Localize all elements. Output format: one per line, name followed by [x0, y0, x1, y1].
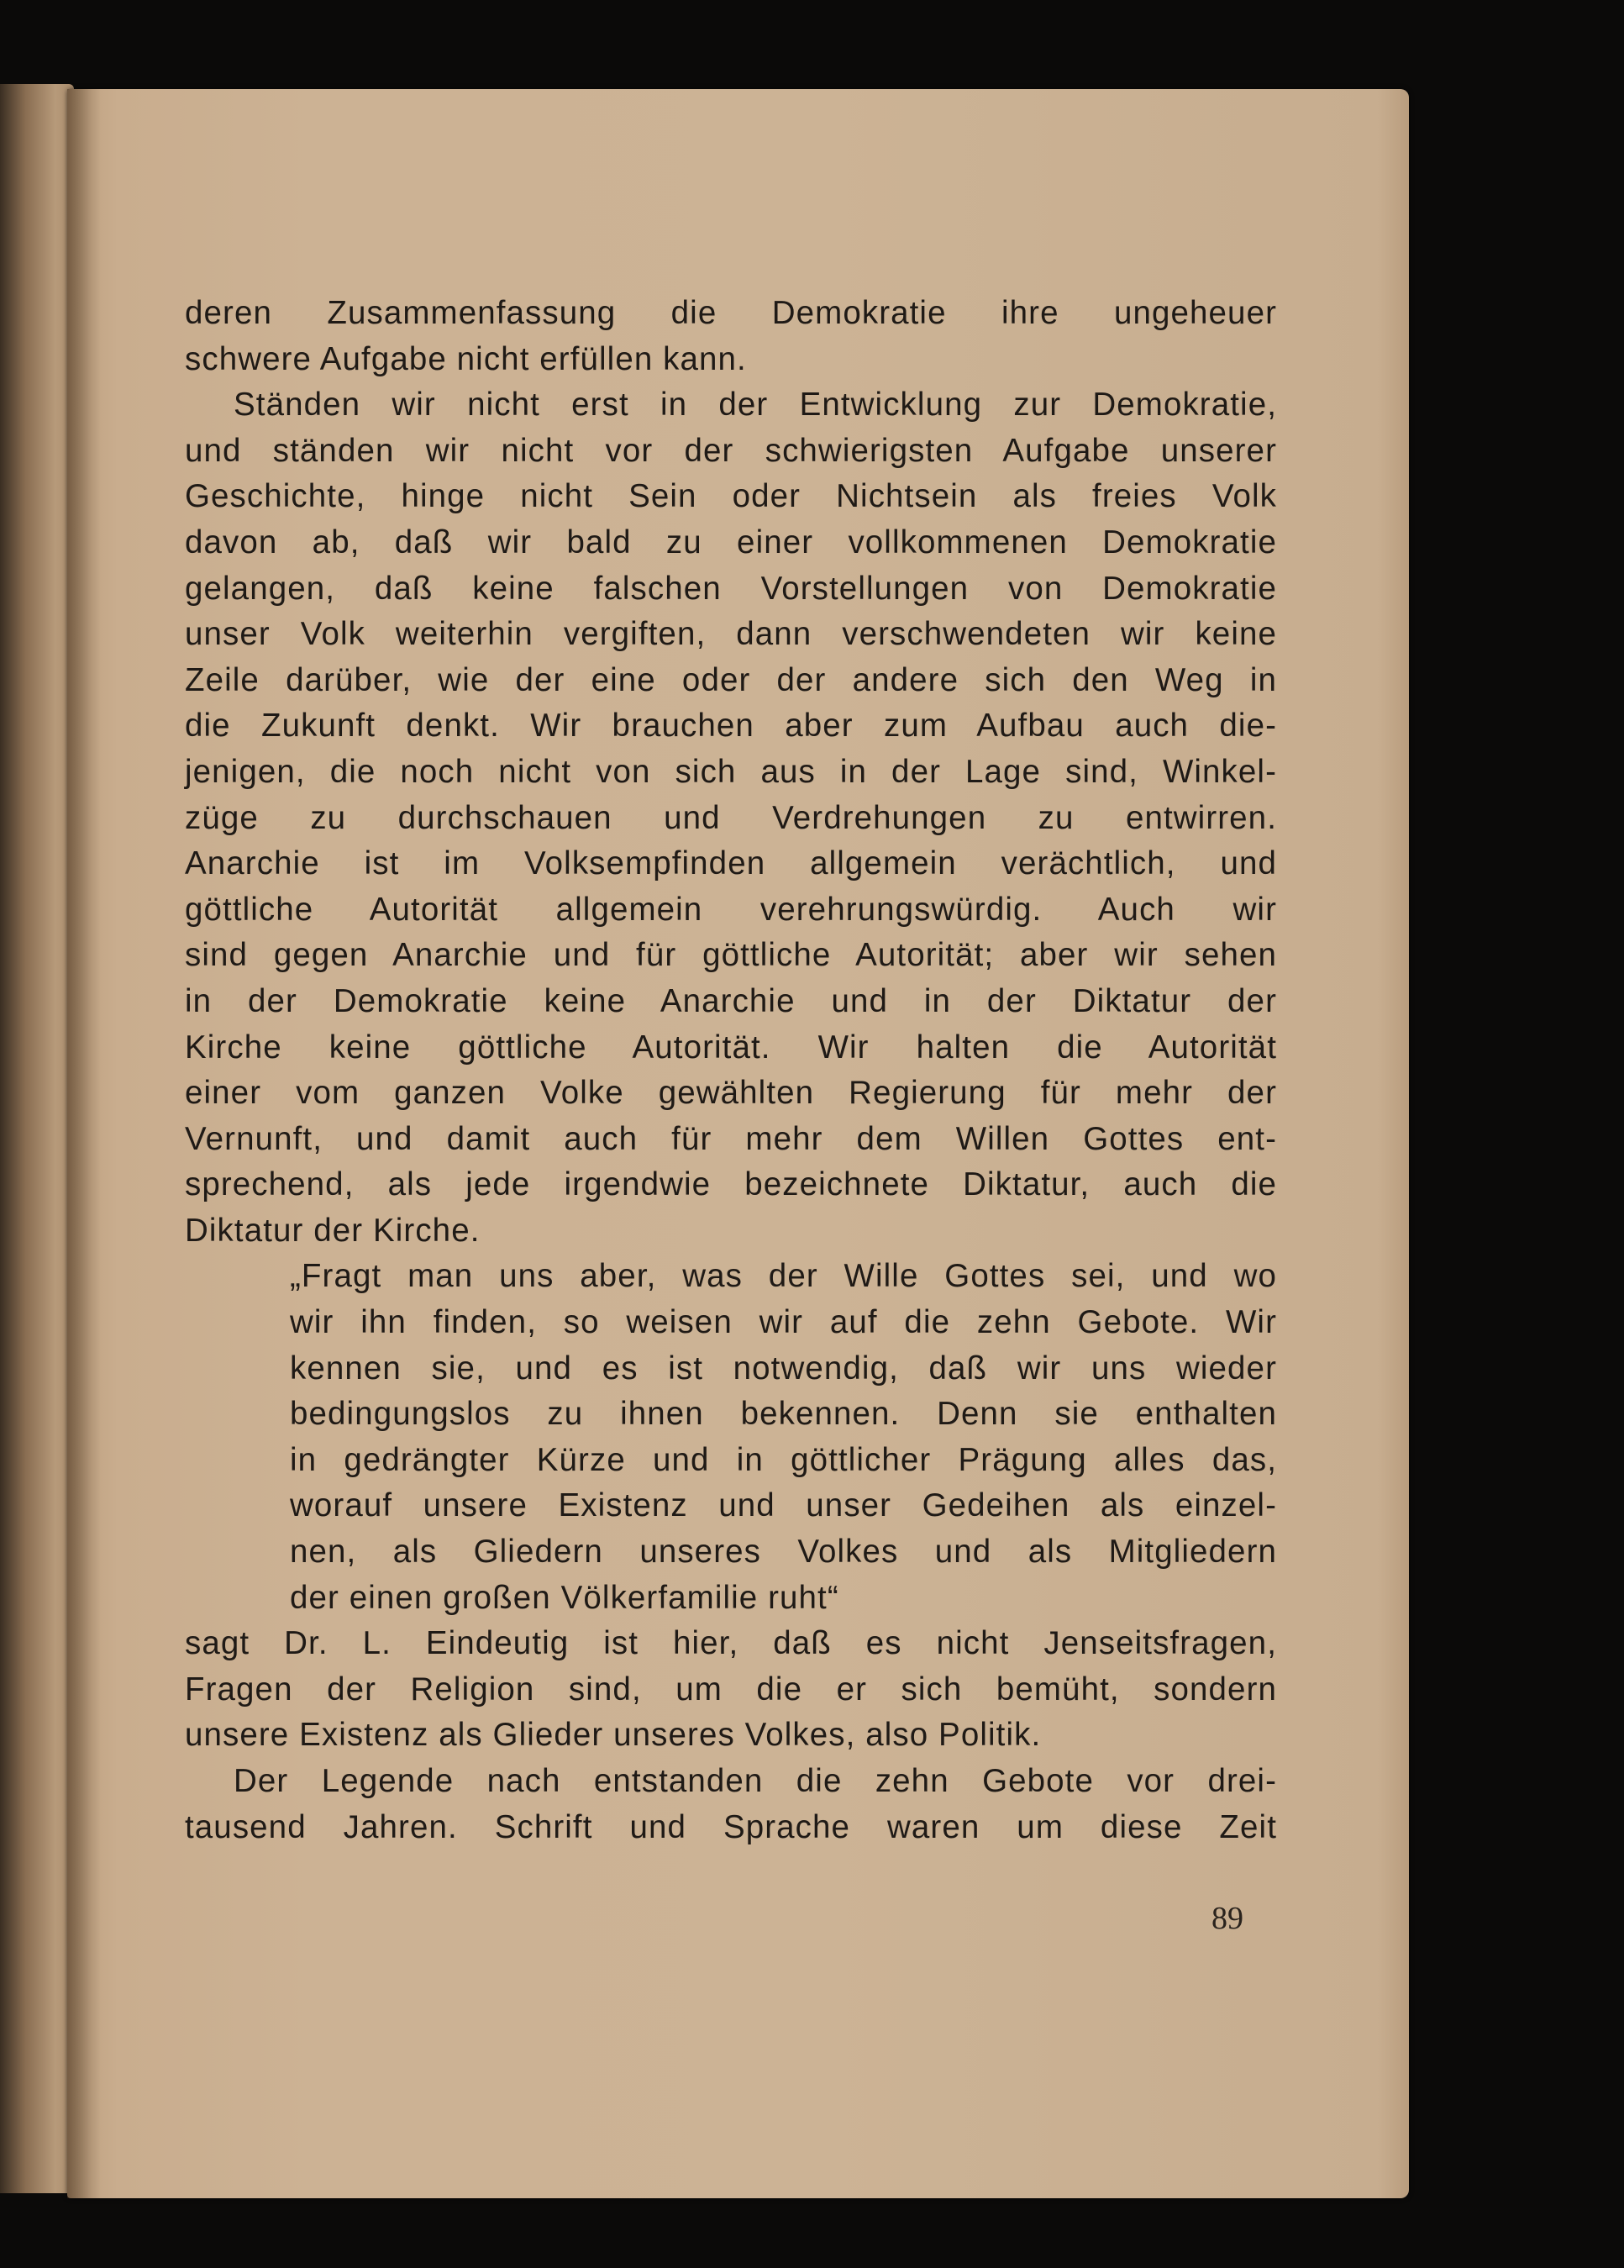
text-line: schwere Aufgabe nicht erfüllen kann.: [185, 340, 747, 377]
quote-line: bedingungslos zu ihnen bekennen. Denn sie enthalten: [290, 1396, 1277, 1433]
quote-line: „Fragt man uns aber, was der Wille Gottes sei, und wo: [290, 1258, 1277, 1295]
paragraph-3: [185, 1621, 1277, 1759]
text-line: göttliche Autorität allgemein verehrungswürdig. Auch wir: [185, 891, 1277, 928]
quote-line: in gedrängter Kürze und in göttlicher Prägung alles das,: [290, 1441, 1277, 1478]
text-line: jenigen, die noch nicht von sich aus in der Lage sind, Winkel-: [185, 753, 1277, 790]
paragraph-4: [185, 1759, 1277, 1850]
block-quote: [290, 1254, 1277, 1621]
text-line: züge zu durchschauen und Verdrehungen zu entwirren.: [185, 799, 1277, 836]
text-line: Vernunft, und damit auch für mehr dem Willen Gottes ent-: [185, 1120, 1277, 1157]
text-line: Anarchie ist im Volksempfinden allgemein verächtlich, und: [185, 845, 1277, 882]
quote-line: worauf unsere Existenz und unser Gedeihen als einzel-: [290, 1487, 1277, 1524]
paragraph-2: [185, 382, 1277, 1254]
previous-page-edge: [0, 84, 74, 2193]
text-line: Fragen der Religion sind, um die er sich bemüht, sondern: [185, 1671, 1277, 1708]
text-line: Kirche keine göttliche Autorität. Wir halten die Autorität: [185, 1029, 1277, 1066]
text-line: unser Volk weiterhin vergiften, dann verschwendeten wir keine: [185, 616, 1277, 653]
text-line: sind gegen Anarchie und für göttliche Autorität; aber wir sehen: [185, 937, 1277, 974]
text-line: in der Demokratie keine Anarchie und in der Diktatur der: [185, 982, 1277, 1019]
text-line: tausend Jahren. Schrift und Sprache waren um diese Zeit: [185, 1808, 1277, 1845]
text-line: davon ab, daß wir bald zu einer vollkommenen Demokratie: [185, 524, 1277, 560]
text-line: sprechend, als jede irgendwie bezeichnete Diktatur, auch die: [185, 1166, 1277, 1203]
text-line: Zeile darüber, wie der eine oder der andere sich den Weg in: [185, 661, 1277, 698]
paragraph-1: [185, 291, 1277, 382]
text-line: unsere Existenz als Glieder unseres Volkes, also Politik.: [185, 1717, 1042, 1754]
text-line: Der Legende nach entstanden die zehn Gebote vor drei-: [234, 1763, 1277, 1799]
quote-line: nen, als Gliedern unseres Volkes und als Mitgliedern: [290, 1534, 1277, 1571]
text-line: Ständen wir nicht erst in der Entwicklung zur Demokratie,: [234, 387, 1277, 424]
page-gutter: [67, 89, 101, 2198]
book-page: [67, 89, 1409, 2198]
quote-line: der einen großen Völkerfamilie ruht“: [290, 1579, 839, 1616]
quote-line: kennen sie, und es ist notwendig, daß wir uns wieder: [290, 1350, 1277, 1387]
text-line: die Zukunft denkt. Wir brauchen aber zum Aufbau auch die-: [185, 708, 1277, 745]
body-text: [185, 291, 1277, 1850]
quote-line: wir ihn finden, so weisen wir auf die zehn Gebote. Wir: [290, 1304, 1277, 1341]
text-line: deren Zusammenfassung die Demokratie ihre ungeheuer: [185, 295, 1277, 331]
text-line: und ständen wir nicht vor der schwierigsten Aufgabe unserer: [185, 432, 1277, 469]
text-line: gelangen, daß keine falschen Vorstellungen von Demokratie: [185, 570, 1277, 607]
text-line: sagt Dr. L. Eindeutig ist hier, daß es nicht Jenseitsfragen,: [185, 1625, 1277, 1662]
text-line: Diktatur der Kirche.: [185, 1212, 481, 1249]
text-line: einer vom ganzen Volke gewählten Regierung für mehr der: [185, 1075, 1277, 1112]
page-number: 89: [1211, 1901, 1243, 1936]
text-line: Geschichte, hinge nicht Sein oder Nichtsein als freies Volk: [185, 478, 1277, 515]
